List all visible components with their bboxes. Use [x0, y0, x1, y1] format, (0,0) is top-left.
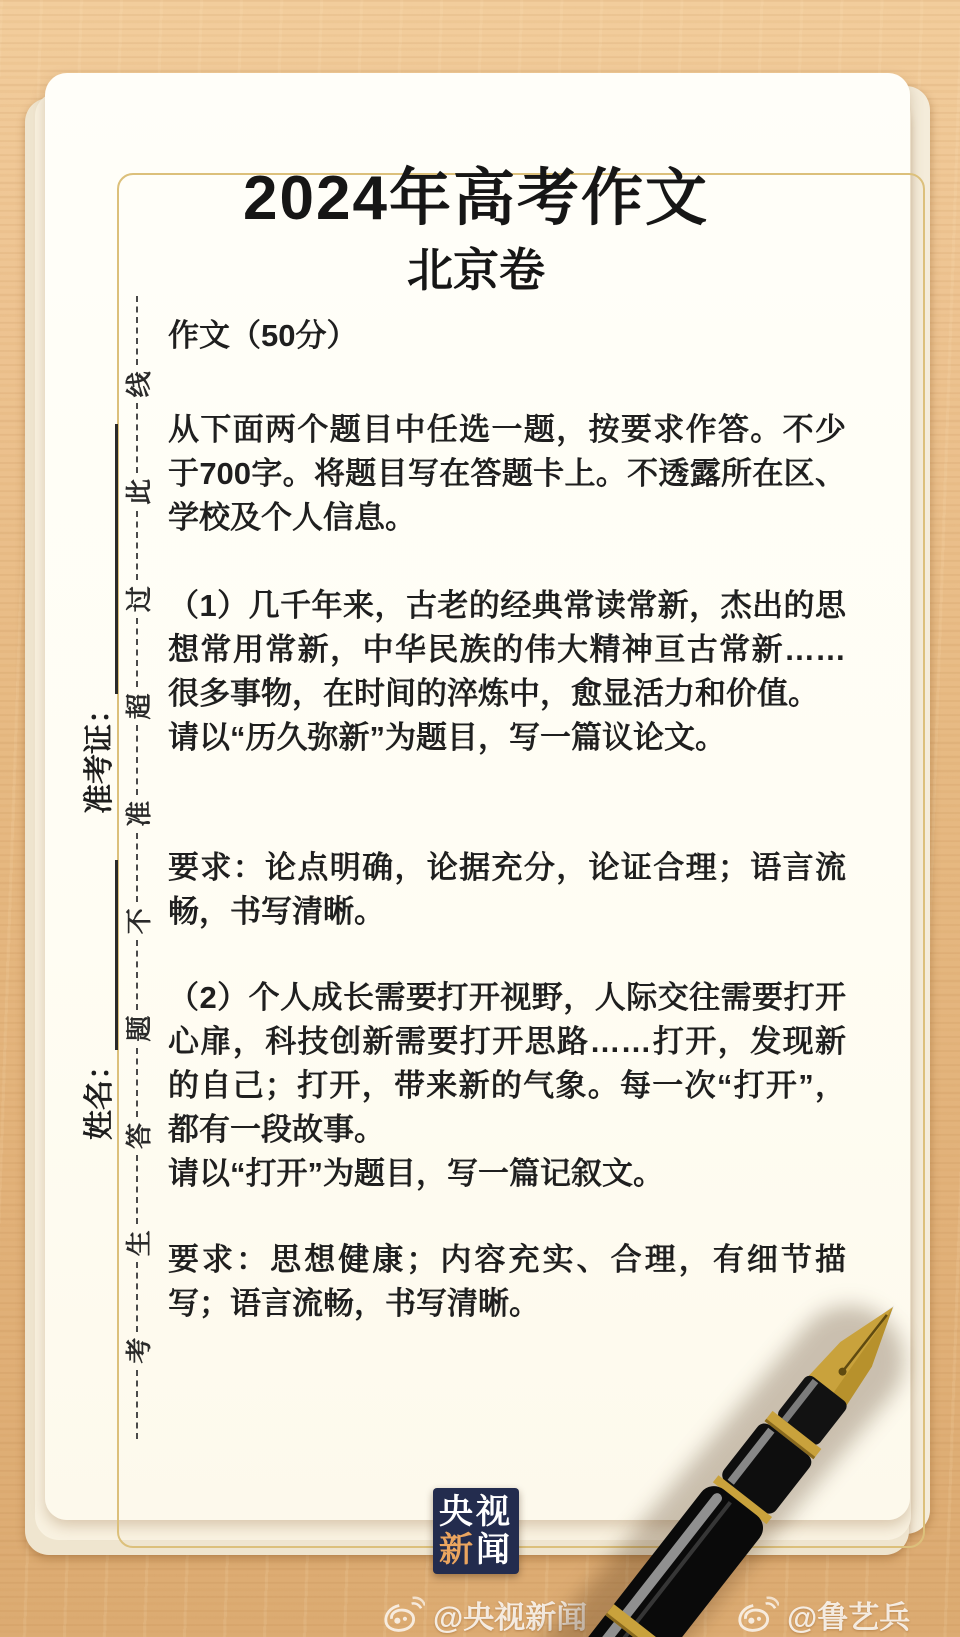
section-label: 作文（50分） [168, 318, 358, 353]
seal-warning-char: 线 [123, 371, 154, 398]
weibo-icon [737, 1596, 779, 1634]
topic1-requirements: 要求：论点明确，论据充分，论证合理；语言流畅，书写清晰。 [168, 850, 846, 929]
cctv-news-logo [433, 1488, 519, 1574]
ticket-field-blank [88, 424, 118, 694]
exam-subtitle: 北京卷 [407, 244, 545, 296]
name-field-blank [88, 860, 118, 1050]
seal-warning-char: 准 [123, 800, 154, 827]
name-field-label: 姓名： [83, 1050, 116, 1140]
logo-row2: 新闻 [439, 1531, 513, 1569]
watermark-left-text: @央视新闻 [433, 1600, 588, 1635]
topic2-task: 请以“打开”为题目，写一篇记叙文。 [168, 1156, 664, 1191]
seal-warning-char: 超 [123, 693, 154, 720]
topic1-task: 请以“历久弥新”为题目，写一篇议论文。 [168, 720, 726, 755]
exam-title: 2024年高考作文 [243, 164, 709, 233]
seal-warning-char: 过 [123, 586, 154, 613]
seal-warning-char: 此 [123, 478, 154, 505]
topic2-requirements: 要求：思想健康；内容充实、合理，有细节描写；语言流畅，书写清晰。 [168, 1242, 846, 1321]
candidate-fields [76, 350, 118, 1140]
seal-warning-line [122, 290, 152, 1445]
watermark-right-text: @鲁艺兵 [787, 1600, 911, 1635]
seal-warning-char: 答 [123, 1122, 154, 1149]
topic2-text: （2）个人成长需要打开视野，人际交往需要打开心扉，科技创新需要打开思路……打开，发现新的自己；打开，带来新的气象。每一次“打开”，都有一段故事。 请以“打开”为题目，写一篇记叙文。 [168, 980, 846, 1191]
ticket-field-label: 准考证： [83, 694, 116, 814]
seal-warning-char: 不 [123, 908, 154, 935]
seal-warning-char: 考 [123, 1337, 154, 1364]
seal-warning-char: 生 [123, 1230, 154, 1257]
topic1-text: （1）几千年来，古老的经典常读常新，杰出的思想常用常新，中华民族的伟大精神亘古常新……很多事物，在时间的淬炼中，愈显活力和价值。 请以“历久弥新”为题目，写一篇议论文。 [168, 588, 846, 755]
instructions: 从下面两个题目中任选一题，按要求作答。不少于700字。将题目写在答题卡上。不透露所在区、学校及个人信息。 [168, 412, 846, 535]
weibo-icon [383, 1596, 425, 1634]
logo-row1: 央视 [439, 1493, 513, 1531]
seal-warning-char: 题 [123, 1015, 154, 1042]
watermark-right [737, 1592, 910, 1637]
